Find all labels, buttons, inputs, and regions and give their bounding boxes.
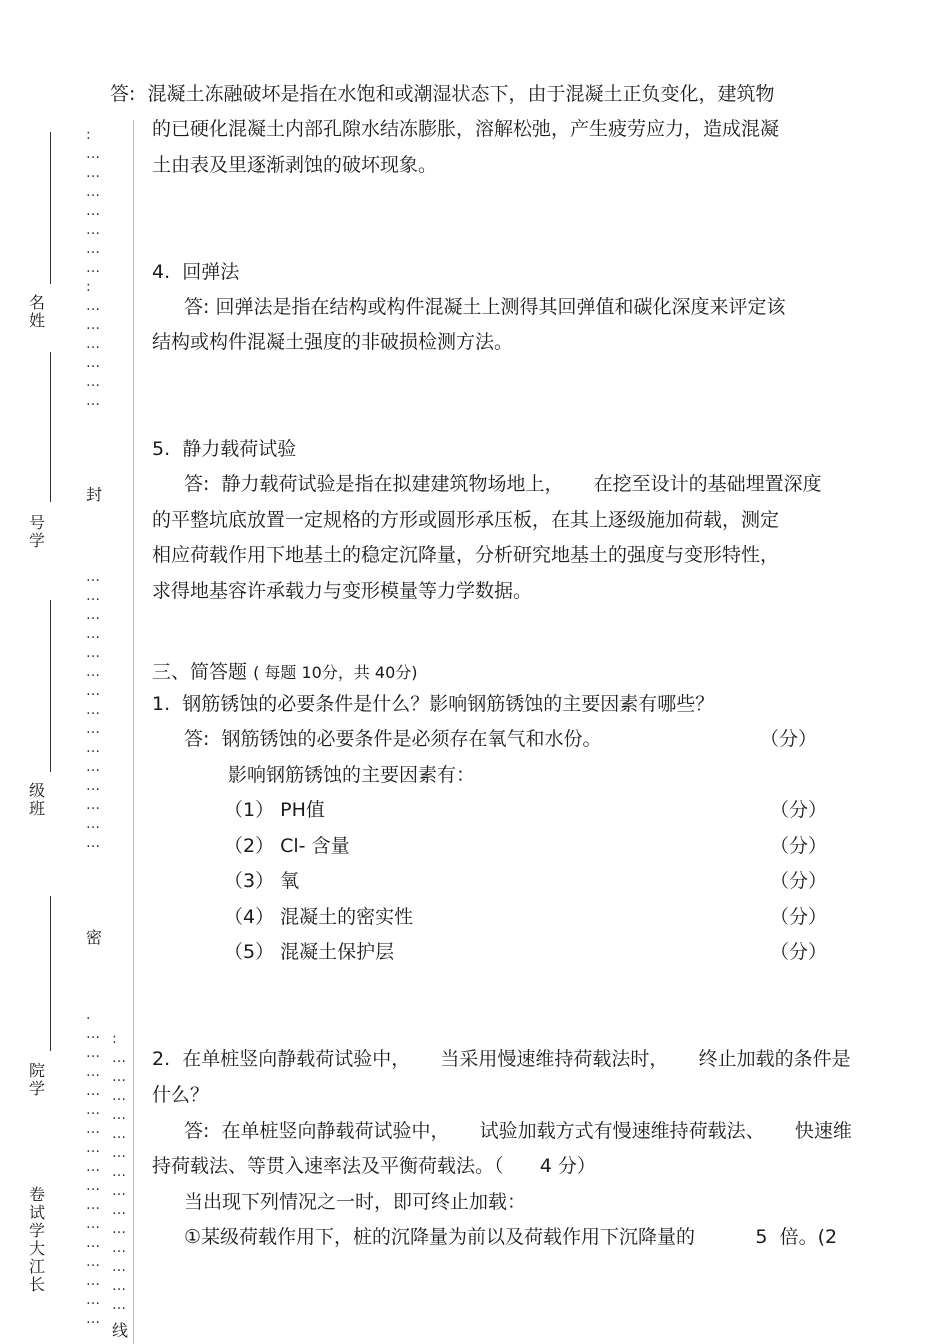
q5-answer-line-4: 求得地基容许承载力与变形模量等力学数据。	[152, 580, 533, 602]
sa1-question: 1. 钢筋锈蚀的必要条件是什么？影响钢筋锈蚀的主要因素有哪些？	[152, 693, 715, 715]
sa2-question-line-1: 2. 在单桩竖向静载荷试验中， 当采用慢速维持荷载法时， 终止加载的条件是	[152, 1048, 851, 1070]
class-label: 级 班	[28, 781, 45, 818]
student-id-label: 号 学	[28, 513, 45, 550]
sa1-factor-5: （5） 混凝土保护层	[224, 941, 395, 963]
section3-score-note: ( 每题 10分，共 40分)	[253, 663, 418, 682]
school-paper-label: 卷 试 学 大 江 长	[28, 1185, 45, 1294]
frost-answer-line-1: 答: 混凝土冻融破坏是指在水饱和或潮湿状态下，由于混凝土正负变化，建筑物	[110, 83, 775, 105]
frost-answer-line-2: 的已硬化混凝土内部孔隙水结冻膨胀，溶解松弛，产生疲劳应力，造成混凝	[152, 118, 780, 140]
sa2-question-line-2: 什么？	[152, 1084, 210, 1106]
q5-answer-line-3: 相应荷载作用下地基土的稳定沉降量，分析研究地基土的强度与变形特性，	[152, 544, 780, 566]
dotted-seal-line: : … … … … … … … … … … … … … …	[112, 1031, 126, 1313]
q5-title: 5. 静力载荷试验	[152, 438, 297, 460]
sa1-answer: 答: 钢筋锈蚀的必要条件是必须存在氧气和水份。	[184, 728, 602, 750]
dotted-seal-line: . … … … … … … … … … … … … … … … …	[86, 1007, 100, 1327]
name-label: 名 姓	[28, 293, 45, 330]
section3-heading	[152, 660, 418, 685]
margin-separator	[133, 120, 134, 1344]
college-label: 院 学	[28, 1061, 45, 1098]
q5-answer-line-2: 的平整坑底放置一定规格的方形或圆形承压板，在其上逐级施加荷载，测定	[152, 509, 780, 531]
sa1-factor-4: （4） 混凝土的密实性	[224, 906, 414, 928]
sa1-factor-4-score: （分）	[770, 906, 828, 928]
margin-line	[50, 600, 51, 772]
sa1-factor-2-score: （分）	[770, 835, 828, 857]
sa1-factor-1: （1） PH值	[224, 799, 325, 821]
q4-title: 4. 回弹法	[152, 261, 240, 283]
dotted-seal-line: … … … … … … … … … … … … … … …	[86, 569, 100, 851]
dotted-seal-line: : … … … … … … … : … … … … … …	[86, 127, 100, 409]
sa2-answer-line-2: 持荷载法、等贯入速率法及平衡荷载法。（ 4 分）	[152, 1155, 596, 1177]
q4-answer-line-1: 答: 回弹法是指在结构或构件混凝土上测得其回弹值和碳化深度来评定该	[184, 296, 786, 318]
q4-answer-line-2: 结构或构件混凝土强度的非破损检测方法。	[152, 331, 514, 353]
seal-char-mi: 密	[86, 928, 103, 947]
frost-answer-line-3: 土由表及里逐渐剥蚀的破坏现象。	[152, 154, 438, 176]
sa1-factor-5-score: （分）	[770, 941, 828, 963]
margin-line	[50, 132, 51, 284]
margin-line	[50, 352, 51, 502]
seal-char-xian: 线	[112, 1321, 129, 1340]
sa2-condition-intro: 当出现下列情况之一时，即可终止加载：	[184, 1191, 527, 1213]
seal-char-feng: 封	[86, 485, 103, 504]
sa1-factor-2: （2） Cl- 含量	[224, 835, 350, 857]
margin-line	[50, 896, 51, 1051]
q5-answer-line-1: 答: 静力载荷试验是指在拟建建筑物场地上， 在挖至设计的基础埋置深度	[184, 473, 822, 495]
sa1-answer-score: （分）	[760, 728, 818, 750]
section3-title: 三、简答题	[152, 661, 248, 683]
sa1-factor-3-score: （分）	[770, 870, 828, 892]
sa1-factor-3: （3） 氧	[224, 870, 300, 892]
sa1-factors-intro: 影响钢筋锈蚀的主要因素有：	[228, 764, 476, 786]
sa2-answer-line-1: 答: 在单桩竖向静载荷试验中， 试验加载方式有慢速维持荷载法、 快速维	[184, 1120, 852, 1142]
sa1-factor-1-score: （分）	[770, 799, 828, 821]
sa2-condition-1: ①某级荷载作用下，桩的沉降量为前以及荷载作用下沉降量的 5 倍。(2	[184, 1226, 838, 1248]
